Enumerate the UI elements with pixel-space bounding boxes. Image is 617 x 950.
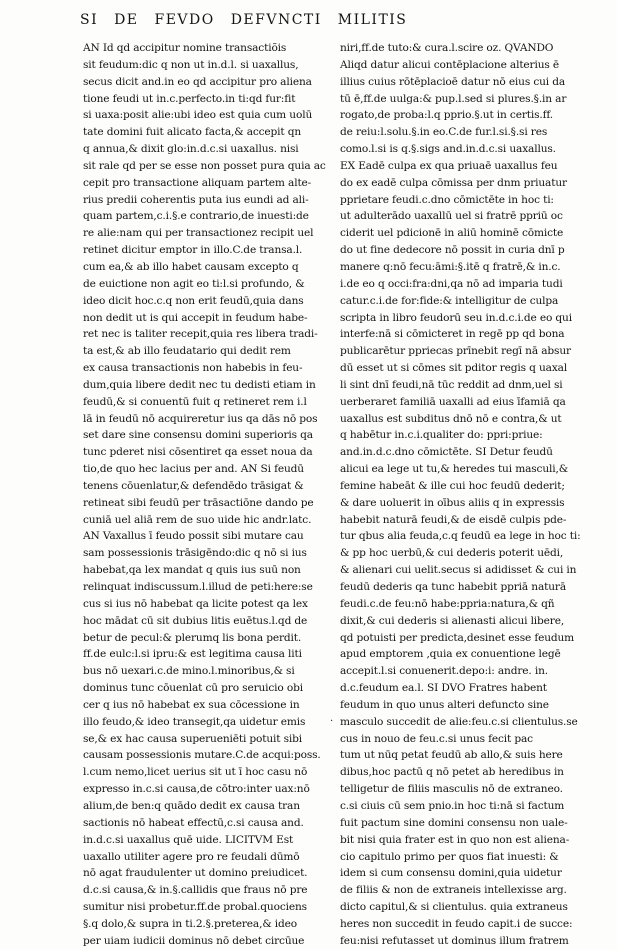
text-line: dicto capitul,& si clientulus. quia extraneus	[340, 901, 568, 914]
text-line: quam partem,c.i.§.e contrario,de inuesti:de	[83, 210, 309, 223]
text-line: femine habeāt & ille cui hoc feudū dederit;	[340, 479, 565, 492]
text-line: set dare sine consensu domini superioris qa	[83, 429, 313, 442]
text-line: in.d.c.si uaxallus quē uide. LICITVM Est	[83, 833, 294, 846]
text-line: relinquat indiscussum.l.illud de peti:here:se	[83, 581, 313, 593]
text-line: ideo dicit hoc.c.q non erit feudū,quia dans	[83, 294, 304, 307]
text-line: §.q dolo,& supra in ti.2.§.preterea,& ideo	[83, 917, 298, 930]
text-line: d.c.si causa,& in.§.callidis que fraus nō pre	[83, 884, 308, 897]
text-line: ta est,& ab illo feudatario qui dedit rem	[83, 345, 291, 358]
text-line: dum,quia libere dedit nec tu dedisti etiam in	[83, 378, 316, 391]
text-line: fuit pactum sine domini consensu non uale-	[340, 816, 568, 829]
text-line: cepit pro transactione aliquam partem alte-	[83, 176, 312, 189]
text-line: heres non succedit in feudo capit.i de succe:	[340, 917, 573, 930]
text-line: & pp hoc uerbū,& cui dederis poterit uēdi,	[340, 547, 564, 560]
text-line: manere q:nō fecu:āmi:§.itē q fratrē,& in.c.	[340, 260, 561, 273]
header-word-de: DE	[114, 12, 139, 28]
text-line: ut adulterādo uaxallū uel si fratrē ppriū oc	[340, 210, 563, 223]
text-line: illo feudo,& ideo transegit,qa uidetur emis	[83, 715, 306, 728]
text-line: and.in.d.c.dno cōmictēte. SI Detur feudū	[340, 446, 553, 459]
text-line: d.c.feudum ea.l. SI DVO Fratres habent	[340, 682, 547, 695]
text-line: cus in nouo de feu.c.si unus fecit pac	[340, 732, 533, 745]
text-line: niri,ff.de tuto:& cura.l.scire oz. QVANDO	[340, 42, 554, 54]
text-line: tū ē,ff.de uulga:& pup.l.sed si plures.§.in ar	[340, 92, 567, 105]
text-line: c.si ciuis cū sem pnio.in hoc ti:nā si factum	[340, 799, 565, 812]
text-line: dibus,hoc pactū q nō petet ab heredibus in	[340, 766, 564, 779]
text-line: cio capitulo primo per quos fiat inuesti: &	[340, 850, 559, 863]
text-line: & dare uoluerit in oībus aliis q in expressis	[340, 496, 565, 509]
text-line: si uaxa:posit alie:ubi ideo est quia cum uolū	[83, 109, 313, 122]
text-line: re alie:nam qui per transactionez recipit uel	[83, 227, 314, 240]
right-text-column	[340, 40, 588, 950]
text-line: ex causa transactionis non habebis in feu-	[83, 362, 303, 375]
text-line: tunc pderet nisi cōsentiret qa esset noua da	[83, 446, 313, 459]
text-line: EX Eadē culpa ex qua priuaē uaxallus feu	[340, 159, 558, 172]
text-line: bus nō uexari.c.de mino.l.minoribus,& si	[83, 665, 295, 678]
text-line: masculo succedit de alie:feu.c.si clientulus.se	[340, 715, 578, 728]
left-text-column	[83, 40, 328, 950]
text-line: dixit,& cui dederis si alienasti alicui libere,	[340, 614, 565, 627]
text-line: interfe:nā si cōmicteret in regē pp qd bona	[340, 328, 565, 341]
text-line: sit rale qd per se esse non posset pura quia ac	[83, 159, 326, 172]
text-line: Aliqd datur alicui contēplacione alterius ē	[340, 58, 560, 71]
text-line: feudū,& si conuentū fuit q retineret rem i.l	[83, 395, 307, 408]
text-line: rius predii coherentis puta ius eundi ad ali-	[83, 193, 309, 206]
text-line: ff.de eulc:l.si ipru:& est legitima causa liti	[83, 648, 302, 661]
text-line: sit feudum:dic q non ut in.d.l. si uaxallus,	[83, 58, 299, 71]
text-line: betur de pecul:& plerumq lis bona perdit.	[83, 631, 302, 644]
text-line: lā in feudū nō acquireretur ius qa dās nō pos	[83, 412, 318, 425]
text-line: retineat sibi feudū per trāsactiōne dando pe	[83, 496, 314, 509]
text-line: publicarētur ppriecas prīnebit regī nā absur	[340, 345, 571, 358]
text-line: feudū dederis qa tunc habebit ppriā naturā	[340, 581, 566, 593]
text-line: tum ut nūq petat feudū ab allo,& suis here	[340, 749, 563, 762]
text-line: cum ea,& ab illo habet causam excepto q	[83, 260, 299, 273]
text-line: l.cum nemo,licet uerius sit ut ī hoc casu nō	[83, 766, 308, 779]
header-word-feudo: FEVDO	[154, 12, 215, 28]
text-line: feu:nisi refutasset ut dominus illum fratrem	[340, 934, 569, 947]
text-line: uaxallo utiliter agere pro re feudali dūmō	[83, 850, 300, 863]
text-line: rogato,de proba:l.q pprio.§.ut in certis.ff.	[340, 109, 553, 122]
text-line: tate domini fuit alicato facta,& accepit qn	[83, 126, 302, 139]
text-line: cuniā uel aliā rem de suo uide hic andr.latc.	[83, 513, 312, 526]
text-line: dominus tunc cōuenlat cū pro seruicio obi	[83, 682, 303, 695]
text-line: telligetur de filiis masculis nō de extraneo.	[340, 783, 563, 796]
text-line: li sint dnī feudi,nā tūc reddit ad dnm,uel si	[340, 378, 563, 391]
text-line: dū esset ut si cōmes sit pditor regis q uaxal	[340, 362, 568, 375]
text-line: tenens cōuenlatur,& defendēdo trāsigat &	[83, 479, 304, 492]
margin-mark: ·	[330, 716, 334, 727]
text-line: tio,de quo hec lacius per and. AN Si feudū	[83, 463, 304, 476]
text-line: q annua,& dixit glo:in.d.c.si uaxallus. nisi	[83, 143, 299, 156]
text-line: pprietare feudi.c.dno cōmictēte in hoc ti:	[340, 193, 554, 206]
text-line: qd potuisti per predicta,desinet esse feudum	[340, 631, 575, 644]
text-line: alicui ea lege ut tu,& heredes tui masculi,&	[340, 463, 568, 476]
text-line: q habētur in.c.i.qualiter do: ppri:priue:	[340, 429, 543, 442]
text-line: sam possessionis trāsigēndo:dic q nō si ius	[83, 547, 307, 560]
text-line: do ex eadē culpa cōmissa per dnm priuatur	[340, 176, 567, 189]
text-line: catur.c.i.de for:fide:& intelligitur de culpa	[340, 294, 559, 307]
text-line: i.de eo q occi:fra:dni,qa nō ad imparia tudi	[340, 277, 563, 290]
text-line: retinet dicitur emptor in illo.C.de transa.l.	[83, 244, 303, 257]
text-line: causam possessionis mutare.C.de acqui:poss.	[83, 749, 321, 762]
text-line: tur qbus alia feuda,c.q feudū ea lege in hoc ti:	[340, 530, 581, 543]
text-line: habebat,qa lex mandat q quis ius suū non	[83, 564, 301, 577]
text-line: uerberaret familiā uaxalli ad eius īfamiā qa	[340, 395, 566, 408]
text-line: non dedit ut is qui accepit in feudum habe-	[83, 311, 308, 324]
text-line: cer q ius nō habebat ex sua cōcessione in	[83, 698, 300, 711]
text-line: scripta in libro feudorū seu in.d.c.i.de eo qui	[340, 311, 572, 324]
text-line: tione feudi ut in.c.perfecto.in ti:qd fur:fit	[83, 92, 296, 105]
text-line: cus si ius nō habebat qa licite potest qa lex	[83, 597, 308, 610]
running-header	[80, 12, 560, 32]
text-line: per uiam iudicii dominus nō debet circūue	[83, 934, 305, 947]
text-line: alium,de ben:q quādo dedit ex causa tran	[83, 799, 300, 812]
text-line: AN Vaxallus ī feudo possit sibi mutare cau	[83, 530, 304, 543]
header-word-militis: MILITIS	[337, 12, 408, 28]
text-line: de euictione non agit eo ti:l.si profundo, &	[83, 277, 305, 290]
text-line: ciderit uel pdicionē in aliū hominē cōmicte	[340, 227, 564, 240]
text-line: illius cuius rōtēplacioē datur nō eius cui da	[340, 75, 566, 88]
text-line: feudum in quo unus alteri defuncto sine	[340, 698, 549, 711]
text-line: AN Id qd accipitur nomine transactiõis	[83, 42, 287, 54]
text-line: como.l.si is q.§.sigs and.in.d.c.si uaxallus.	[340, 143, 556, 156]
text-line: bit nisi quia frater est in quo non est aliena-	[340, 833, 570, 846]
text-line: do ut fine dedecore nō possit in curia dnī p	[340, 244, 565, 257]
text-line: accepit.l.si conuenerit.depo:i: andre. in.	[340, 665, 548, 678]
text-line: idem si cum consensu domini,quia uidetur	[340, 867, 562, 880]
header-word-si: SI	[80, 12, 99, 28]
text-line: sumitur nisi probetur.ff.de probal.quociens	[83, 901, 307, 914]
text-line: uaxallus est subditus dnō nō e contra,& ut	[340, 412, 562, 425]
text-line: de reiu:l.solu.§.in eo.C.de fur.l.si.§.si res	[340, 126, 548, 139]
text-line: expresso in.c.si causa,de cōtro:inter uax:nō	[83, 783, 310, 796]
text-line: de filiis & non de extraneis intellexisse arg.	[340, 884, 567, 897]
text-line: nō agat fraudulenter ut domino preiudicet.	[83, 867, 308, 880]
text-line: feudi.c.de feu:nō habe:ppria:natura,& qñ	[340, 597, 555, 610]
text-line: habebit naturā feudi,& de eisdē culpis pde-	[340, 513, 567, 526]
text-line: & alienari cui uelit.secus si adidisset & cui in	[340, 564, 577, 577]
text-line: sactionis nō habeat effectū,c.si causa and.	[83, 816, 304, 829]
text-line: ret nec is taliter recepit,quia res libera tradi-	[83, 328, 318, 341]
text-line: apud emptorem ,quia ex conuentione legē	[340, 648, 561, 661]
header-word-defuncti: DEFVNCTI	[230, 12, 322, 28]
text-line: se,& ex hac causa superueniēti potuit sibi	[83, 732, 303, 745]
text-line: secus dicit and.in eo qd accipitur pro aliena	[83, 75, 312, 88]
text-line: hoc mādat cū sit dubius litis euētus.l.qd de	[83, 614, 308, 627]
